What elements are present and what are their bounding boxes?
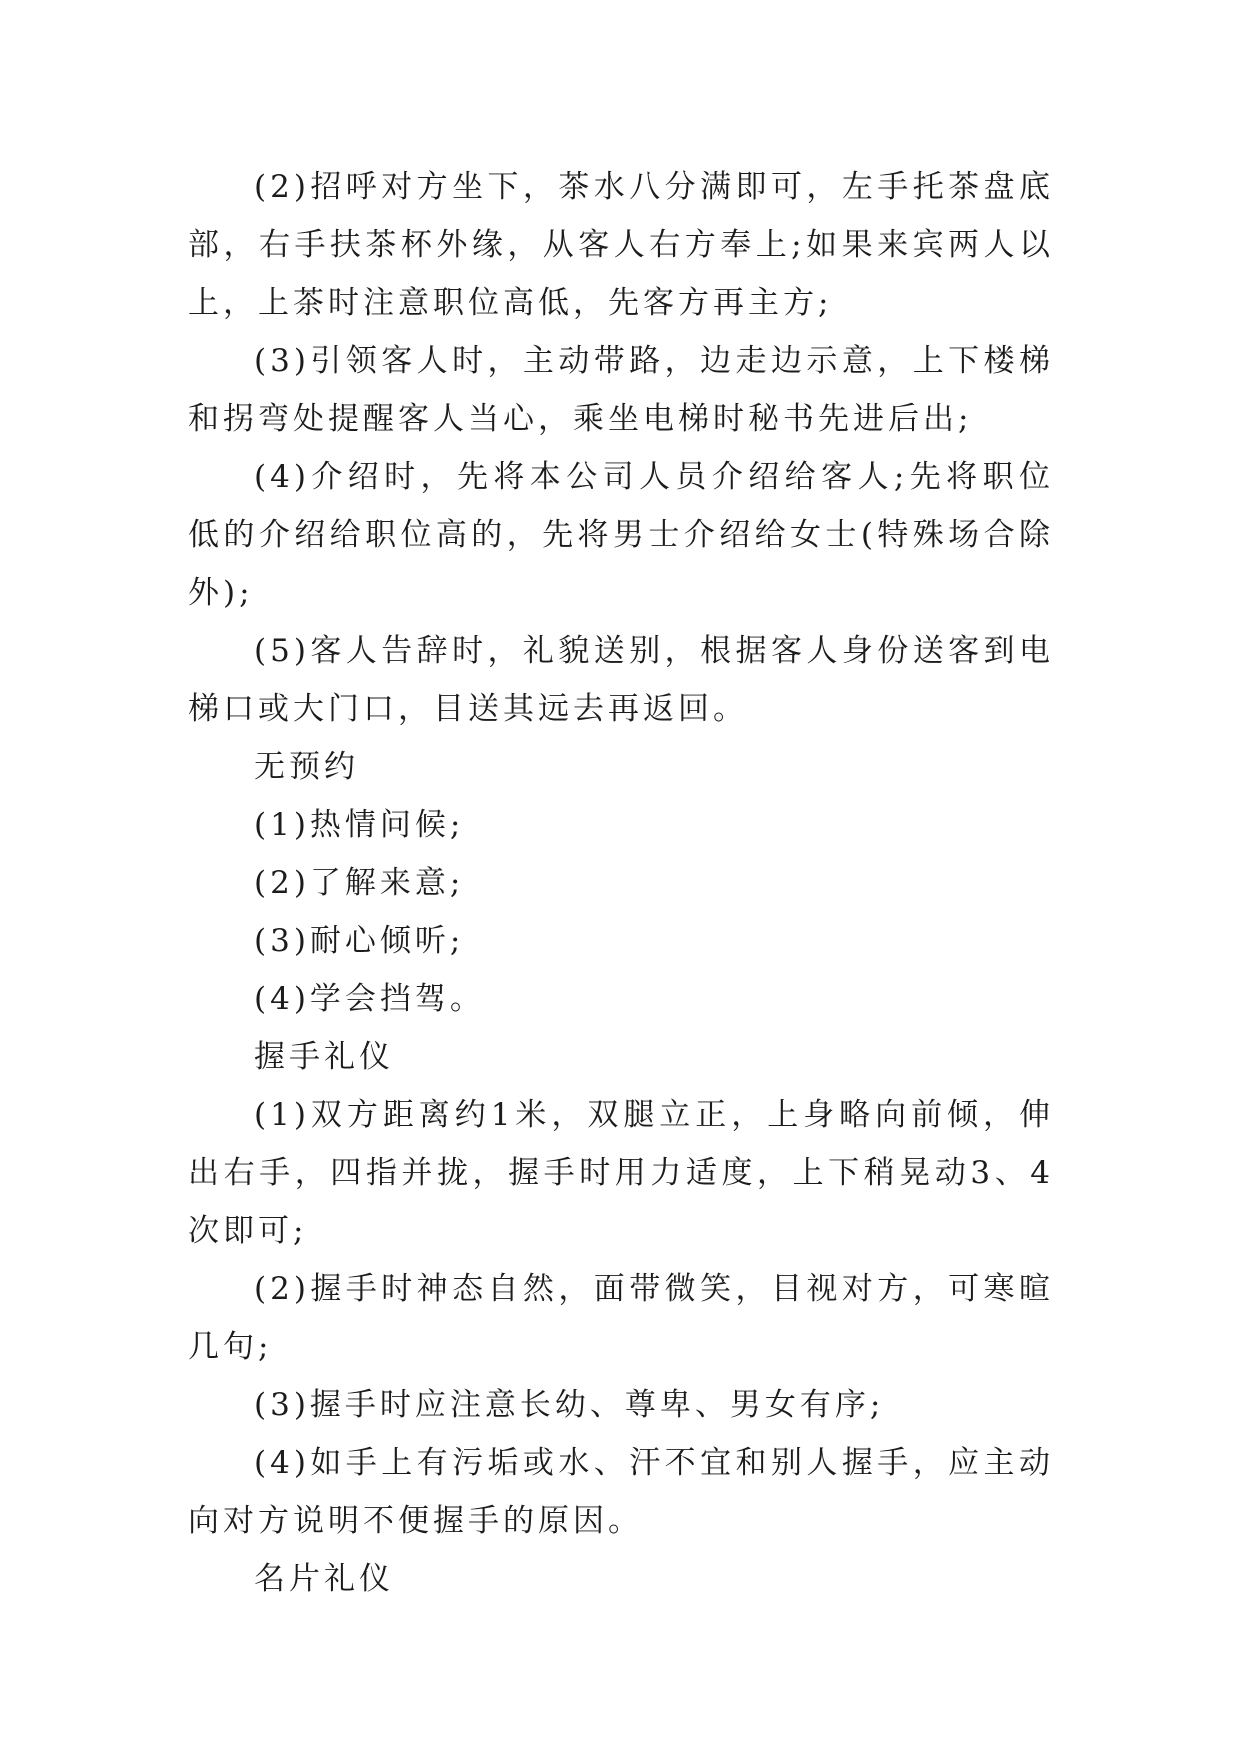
paragraph-handshake-hygiene: (4)如手上有污垢或水、汗不宜和别人握手，应主动向对方说明不便握手的原因。 [188,1445,1054,1539]
section-heading-no-appointment: 无预约 [254,749,359,785]
list-item-purpose: (2)了解来意; [254,865,465,901]
list-item-screening: (4)学会挡驾。 [254,981,485,1017]
document-body [188,158,1054,1608]
paragraph-handshake-posture: (1)双方距离约1米，双腿立正，上身略向前倾，伸出右手，四指并拢，握手时用力适度，上下稍晃动3、4次即可; [188,1097,1054,1249]
section-heading-business-card: 名片礼仪 [254,1561,394,1597]
list-item-greeting: (1)热情问候; [254,807,465,843]
paragraph-guiding-guests: (3)引领客人时，主动带路，边走边示意，上下楼梯和拐弯处提醒客人当心，乘坐电梯时秘书先进后出; [188,343,1054,437]
list-item-listening: (3)耐心倾听; [254,923,465,959]
paragraph-serving-tea: (2)招呼对方坐下，茶水八分满即可，左手托茶盘底部，右手扶茶杯外缘，从客人右方奉上;如果来宾两人以上，上茶时注意职位高低，先客方再主方; [188,169,1054,321]
paragraph-handshake-demeanor: (2)握手时神态自然，面带微笑，目视对方，可寒暄几句; [188,1271,1054,1365]
section-heading-handshake: 握手礼仪 [254,1039,394,1075]
paragraph-introductions: (4)介绍时，先将本公司人员介绍给客人;先将职位低的介绍给职位高的，先将男士介绍给女士(特殊场合除外); [188,459,1054,611]
paragraph-handshake-order: (3)握手时应注意长幼、尊卑、男女有序; [254,1387,885,1423]
paragraph-farewell: (5)客人告辞时，礼貌送别，根据客人身份送客到电梯口或大门口，目送其远去再返回。 [188,633,1054,727]
